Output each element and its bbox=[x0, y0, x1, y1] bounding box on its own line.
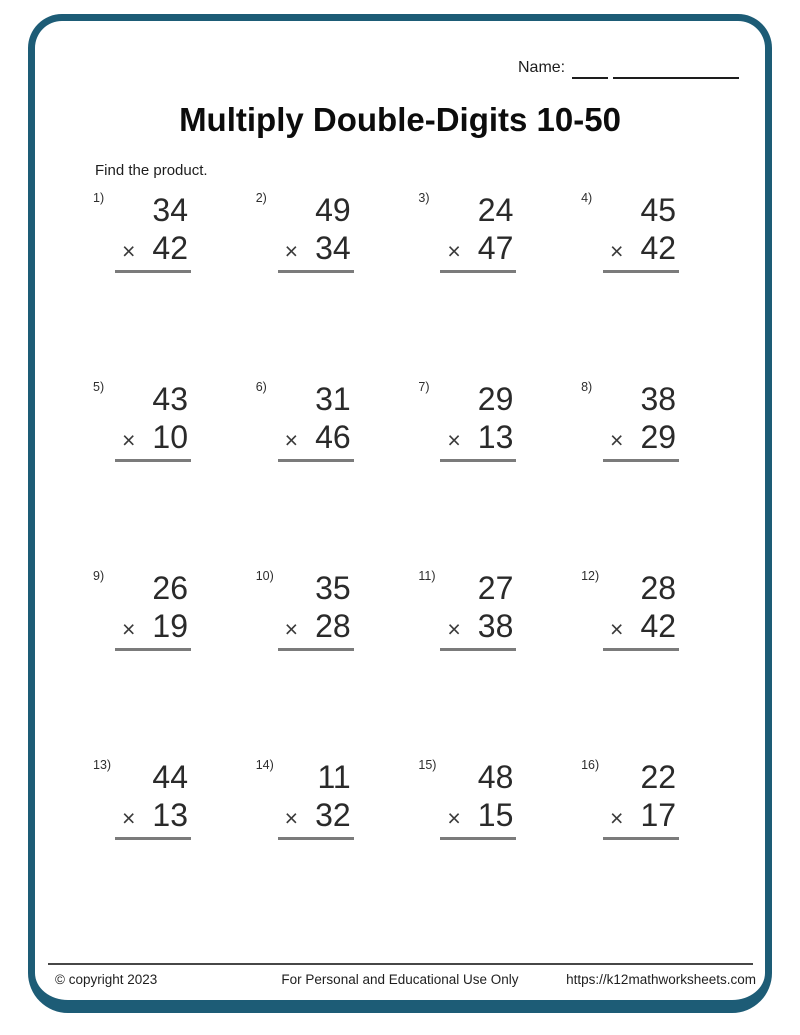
name-label: Name: bbox=[518, 59, 566, 76]
multiplier-value: 34 bbox=[315, 230, 351, 266]
problem-cell bbox=[93, 379, 256, 568]
multiplicand-value: 35 bbox=[315, 570, 351, 606]
multiplier-value: 29 bbox=[640, 419, 677, 455]
problem-number-label: 1) bbox=[93, 191, 105, 205]
multiplicand-value: 49 bbox=[315, 192, 351, 228]
multiplier-row bbox=[418, 610, 515, 643]
multiplication-sign-icon: × bbox=[284, 427, 299, 453]
problem-number-label: 15) bbox=[418, 758, 437, 772]
multiplication-sign-icon: × bbox=[447, 238, 461, 264]
problem-number-label: 9) bbox=[93, 569, 105, 583]
multiplication-sign-icon: × bbox=[121, 616, 136, 642]
answer-line bbox=[603, 648, 679, 651]
problem-body bbox=[93, 568, 190, 651]
problem-body bbox=[581, 190, 678, 273]
multiplier-row bbox=[256, 610, 353, 643]
problem-number-label: 10) bbox=[255, 569, 274, 583]
answer-line bbox=[278, 837, 354, 840]
multiplier-value: 13 bbox=[152, 797, 188, 833]
multiplier-row bbox=[256, 232, 353, 265]
answer-line bbox=[115, 459, 191, 462]
problem-body bbox=[93, 379, 190, 462]
multiplication-sign-icon: × bbox=[447, 427, 461, 453]
multiplicand-value: 26 bbox=[152, 570, 188, 606]
problem-number-label: 8) bbox=[581, 380, 593, 394]
multiplicand-value: 48 bbox=[477, 759, 514, 795]
multiplicand-value: 31 bbox=[315, 381, 351, 417]
answer-line bbox=[278, 648, 354, 651]
problem-cell bbox=[418, 379, 581, 568]
multiplication-sign-icon: × bbox=[610, 805, 624, 831]
page-title: Multiply Double-Digits 10-50 bbox=[179, 101, 621, 138]
multiplicand-value: 44 bbox=[152, 759, 188, 795]
problem-cell bbox=[256, 757, 419, 946]
multiplier-value: 38 bbox=[477, 608, 514, 644]
instructions-text: Find the product. bbox=[95, 162, 208, 179]
multiplier-row bbox=[581, 232, 678, 265]
problem-number-label: 13) bbox=[93, 758, 112, 772]
problem-cell bbox=[93, 757, 256, 946]
answer-line bbox=[440, 270, 516, 273]
problem-cell bbox=[93, 190, 256, 379]
multiplier-value: 19 bbox=[152, 608, 188, 644]
answer-line bbox=[603, 270, 679, 273]
multiplier-row bbox=[93, 610, 190, 643]
multiplicand-value: 34 bbox=[152, 192, 188, 228]
answer-line bbox=[440, 837, 516, 840]
multiplier-value: 32 bbox=[315, 797, 351, 833]
multiplication-sign-icon: × bbox=[610, 238, 624, 264]
answer-line bbox=[278, 270, 354, 273]
answer-line bbox=[115, 837, 191, 840]
multiplier-row bbox=[581, 610, 678, 643]
problem-cell bbox=[581, 568, 744, 757]
multiplication-sign-icon: × bbox=[284, 616, 299, 642]
multiplier-value: 42 bbox=[640, 608, 677, 644]
multiplier-row bbox=[418, 421, 515, 454]
problem-number-label: 7) bbox=[418, 380, 430, 394]
problem-cell bbox=[418, 757, 581, 946]
problem-body bbox=[418, 190, 515, 273]
multiplier-row bbox=[418, 232, 515, 265]
problem-number-label: 11) bbox=[418, 569, 436, 583]
multiplication-sign-icon: × bbox=[121, 805, 136, 831]
multiplicand-value: 38 bbox=[640, 381, 677, 417]
multiplier-value: 28 bbox=[315, 608, 351, 644]
multiplier-row bbox=[256, 421, 353, 454]
problem-cell bbox=[256, 568, 419, 757]
problem-number-label: 5) bbox=[93, 380, 105, 394]
multiplication-sign-icon: × bbox=[284, 238, 299, 264]
problem-cell bbox=[418, 568, 581, 757]
multiplicand-value: 45 bbox=[640, 192, 677, 228]
problem-body bbox=[581, 379, 678, 462]
problem-number-label: 6) bbox=[255, 380, 267, 394]
multiplier-row bbox=[93, 232, 190, 265]
multiplicand-value: 24 bbox=[477, 192, 514, 228]
problem-number-label: 4) bbox=[581, 191, 593, 205]
multiplication-sign-icon: × bbox=[121, 238, 136, 264]
multiplication-sign-icon: × bbox=[447, 805, 461, 831]
multiplier-value: 47 bbox=[477, 230, 514, 266]
multiplier-value: 13 bbox=[477, 419, 514, 455]
multiplier-value: 46 bbox=[315, 419, 351, 455]
multiplier-value: 17 bbox=[640, 797, 677, 833]
multiplier-row bbox=[581, 799, 678, 832]
problem-body bbox=[418, 379, 515, 462]
multiplicand-value: 27 bbox=[477, 570, 514, 606]
problem-body bbox=[256, 190, 353, 273]
multiplier-value: 15 bbox=[477, 797, 514, 833]
footer-copyright: © copyright 2023 bbox=[55, 972, 158, 987]
problem-number-label: 14) bbox=[255, 758, 274, 772]
multiplicand-value: 43 bbox=[152, 381, 188, 417]
multiplicand-value: 28 bbox=[640, 570, 677, 606]
problem-body bbox=[256, 379, 353, 462]
multiplier-row bbox=[581, 421, 678, 454]
answer-line bbox=[440, 648, 516, 651]
multiplication-sign-icon: × bbox=[610, 616, 624, 642]
multiplicand-value: 11 bbox=[317, 759, 351, 795]
multiplier-row bbox=[93, 799, 190, 832]
problem-cell bbox=[581, 379, 744, 568]
multiplier-row bbox=[256, 799, 353, 832]
footer-url: https://k12mathworksheets.com bbox=[566, 972, 756, 987]
footer-divider bbox=[48, 963, 753, 965]
problem-number-label: 16) bbox=[581, 758, 600, 772]
name-blank-line-long bbox=[613, 61, 739, 79]
problem-cell bbox=[581, 190, 744, 379]
problem-cell bbox=[256, 379, 419, 568]
multiplier-value: 42 bbox=[152, 230, 188, 266]
problem-number-label: 3) bbox=[418, 191, 430, 205]
answer-line bbox=[440, 459, 516, 462]
answer-line bbox=[115, 270, 191, 273]
multiplier-row bbox=[93, 421, 190, 454]
problem-cell bbox=[581, 757, 744, 946]
multiplication-sign-icon: × bbox=[447, 616, 461, 642]
problem-body bbox=[93, 190, 190, 273]
name-blank-line-short bbox=[572, 61, 608, 79]
problems-grid bbox=[93, 190, 744, 946]
name-row bbox=[518, 59, 739, 79]
multiplier-value: 42 bbox=[640, 230, 677, 266]
problem-cell bbox=[93, 568, 256, 757]
problem-cell bbox=[418, 190, 581, 379]
multiplier-value: 10 bbox=[152, 419, 188, 455]
problem-number-label: 2) bbox=[255, 191, 267, 205]
footer-usage-text: For Personal and Educational Use Only bbox=[281, 972, 519, 987]
multiplication-sign-icon: × bbox=[121, 427, 136, 453]
multiplicand-value: 29 bbox=[477, 381, 514, 417]
answer-line bbox=[278, 459, 354, 462]
problem-cell bbox=[256, 190, 419, 379]
multiplier-row bbox=[418, 799, 515, 832]
answer-line bbox=[115, 648, 191, 651]
multiplicand-value: 22 bbox=[640, 759, 677, 795]
multiplication-sign-icon: × bbox=[284, 805, 299, 831]
answer-line bbox=[603, 837, 679, 840]
answer-line bbox=[603, 459, 679, 462]
problem-number-label: 12) bbox=[581, 569, 600, 583]
multiplication-sign-icon: × bbox=[610, 427, 624, 453]
